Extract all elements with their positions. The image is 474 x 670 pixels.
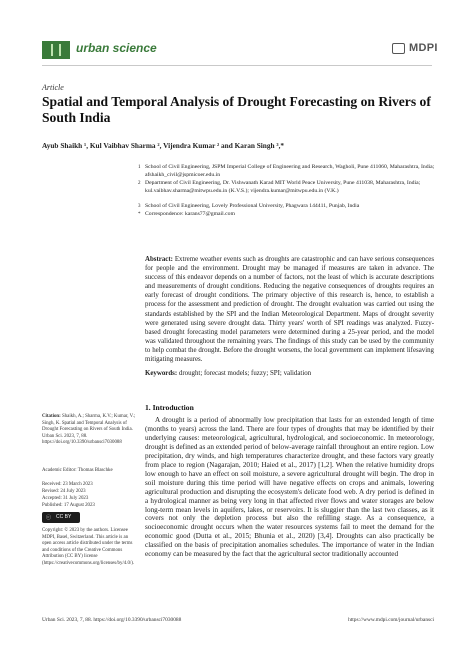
footer-citation[interactable]: Urban Sci. 2023, 7, 88. https://doi.org/10.3390/urbansci7030088 [42, 617, 182, 623]
affiliation-marker: 3 [138, 204, 141, 209]
received-date: Received: 23 March 2023 [42, 482, 93, 487]
correspondence [138, 211, 445, 219]
citation-label: Citation: [42, 414, 61, 419]
affiliation-marker: 1 [138, 165, 141, 170]
citation-block [42, 414, 138, 447]
abstract-text: Extreme weather events such as droughts are catastrophic and can have serious consequences for people and the environment. Drought may be managed if measures are taken in advance. The success of this endeavor depends on a number of factors, not the least of which is accurate descriptions and measurements of drought conditions. Reducing the negative consequences of droughts requires an early forecast of drought conditions. The primary objective of this research is, hence, to establish a process for the assessment and prediction of drought. The drought evaluation was carried out using the standards established by the SPI and the Indian Meteorological Department. Maps of drought severity were generated using severe drought data. Thirty years' worth of SPI readings was analyzed. Fuzzy-based drought forecasting model parameters were determined during a 25-year period, and the model was validated throughout the remaining years. The findings of this study can be used by the community to help combat the drought. Before the drought worsens, the local government can implement lifesaving mitigating measures. [145, 256, 435, 364]
keywords-label: Keywords: [145, 370, 178, 377]
revised-date: Revised: 24 July 2023 [42, 489, 86, 494]
abstract [145, 255, 434, 364]
author-list: Ayub Shaikh ¹, Kul Vaibhav Sharma ², Vijendra Kumar ² and Karan Singh ³,* [42, 141, 285, 150]
footer-journal-url[interactable]: https://www.mdpi.com/journal/urbansci [348, 617, 434, 623]
keywords [145, 369, 434, 378]
page-title: Spatial and Temporal Analysis of Drought Forecasting on Rivers of South India [42, 94, 431, 125]
header-divider [42, 65, 432, 66]
journal-logo-icon [42, 41, 70, 59]
affiliation-text: School of Civil Engineering, Lovely Professional University, Phagwara 144411, Punjab, India [145, 203, 360, 209]
article-type: Article [42, 83, 64, 92]
affiliation-3 [138, 203, 445, 211]
copyright-text: Copyright: © 2023 by the authors. Licensee MDPI, Basel, Switzerland. This article is an open access article distributed under the terms and conditions of the Creative Commons Attribution (CC BY) license (https://creativecommons.org/licenses/by/4.0/). [42, 528, 135, 566]
introduction-text [145, 416, 434, 559]
copyright-notice [42, 528, 138, 567]
citation-text[interactable]: Shaikh, A.; Sharma, K.V.; Kumar, V.; Singh, K. Spatial and Temporal Analysis of Drought Forecasting on Rivers of South India. Urban Sci. 2023, 7, 88. https://doi.org/10.3390/urbansci7030088 [42, 414, 136, 445]
affiliation-text: School of Civil Engineering, JSPM Imperial College of Engineering and Research, Wagholi, Pune 411060, Maharashtra, India; afshaikh_civil@jspmicoer.edu.in [145, 164, 435, 178]
affiliation-2 [138, 180, 445, 195]
section-heading: 1. Introduction [145, 403, 194, 412]
affiliation-marker: * [138, 212, 141, 217]
publisher-logo: MDPI [409, 42, 438, 54]
cc-badge-label: CC BY [56, 514, 72, 520]
cc-icon: ⓒ [46, 515, 52, 521]
journal-name: urban science [76, 41, 157, 55]
introduction-paragraph: A drought is a period of abnormally low precipitation that lasts for an extended length of time (months to years) across the land. There are four types of droughts that may be identified by their underlying causes: meteorological, agricultural, hydrological, and socioeconomic. In meteorology, drought is defined as an extended period of below-average rainfall throughout an entire region. Low precipitation, dry winds, and high temperatures characterize drought, and these factors vary greatly from place to region (Nagarajan, 2010; Haied et al., 2017) [1,2]. When the relative humidity drops low enough to have an effect on soil moisture, a severe agricultural drought will begin. The drop in soil moisture during this time period will have negative effects on crops and animals, lowering agricultural production and disrupting the ecosystem's delicate food web. A dry period is defined in a hydrological manner as being very long in that affected river flows and water storages are below long-term mean levels in aquifers, lakes, or reservoirs. It is sluggier than the last two classes, as it covers not only the depletion process but also the refilling stage. As a consequence, a socioeconomic drought occurs when the water resources systems fail to meet the demand for the economic good (Dutta et al., 2015; Bhunia et al., 2020) [3,4]. Droughts can also practically be classified on the basis of precipitation anomalies schedules. The importance of water in the Indian economy can be measured by the fact that the agricultural sector traditionally accounted [145, 416, 434, 559]
affiliation-1 [138, 164, 445, 179]
affiliation-text: Department of Civil Engineering, Dr. Vishwanath Karad MIT World Peace University, Pune 411038, Maharashtra, India; kul.vaibhav.sharma@mitwpu.edu.in (K.V.S.); vijendra.kumar@mitwpu.edu.in (V.K.) [145, 180, 421, 194]
affiliation-marker: 2 [138, 181, 141, 186]
abstract-label: Abstract: [145, 256, 173, 263]
published-date: Published: 17 August 2023 [42, 503, 95, 508]
academic-editor: Academic Editor: Thomas Blaschke [42, 468, 113, 473]
accepted-date: Accepted: 31 July 2023 [42, 496, 89, 501]
correspondence-email[interactable]: Correspondence: karans77@gmail.com [145, 211, 235, 217]
cc-license-badge[interactable] [42, 512, 80, 523]
keywords-text: drought; forecast models; fuzzy; SPI; validation [178, 370, 312, 377]
mdpi-logo-icon [392, 43, 405, 54]
